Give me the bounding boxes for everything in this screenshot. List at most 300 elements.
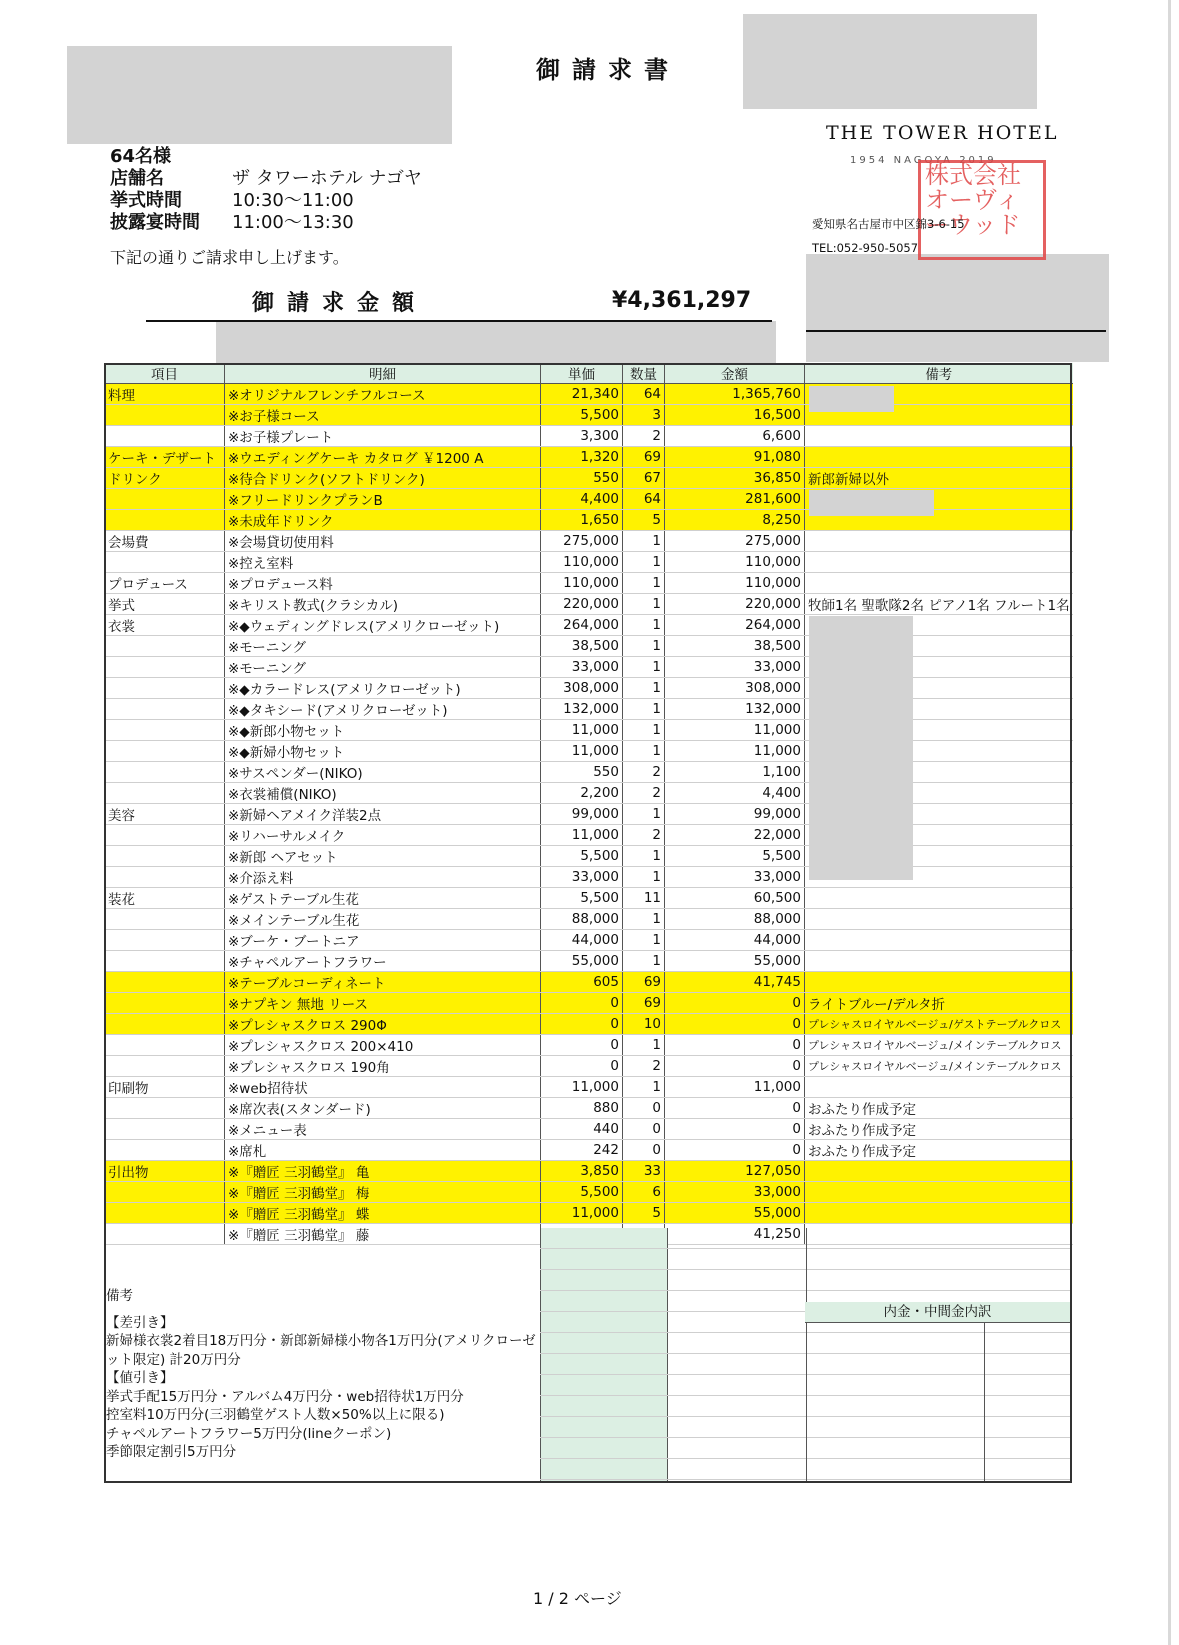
row-category (105, 783, 225, 804)
row-unit-price: 2,200 (541, 783, 623, 804)
row-category (105, 1140, 225, 1161)
info-value: 10:30～11:00 (232, 190, 354, 211)
remarks-line: 【値引き】 (106, 1370, 174, 1386)
table-row (105, 930, 1073, 951)
table-row (105, 615, 1073, 636)
row-category: 装花 (105, 888, 225, 909)
row-amount: 11,000 (665, 1077, 805, 1098)
info-value: 11:00～13:30 (232, 212, 354, 233)
row-detail: ※衣裳補償(NIKO) (225, 783, 541, 804)
row-unit-price: 11,000 (541, 720, 623, 741)
row-remarks (805, 951, 1073, 972)
row-amount: 0 (665, 1014, 805, 1035)
row-amount: 110,000 (665, 552, 805, 573)
grid-line (984, 1322, 985, 1481)
row-unit-price: 11,000 (541, 1077, 623, 1098)
row-category: 挙式 (105, 594, 225, 615)
info-row-reception (110, 212, 422, 234)
row-category (105, 636, 225, 657)
row-unit-price: 55,000 (541, 951, 623, 972)
row-amount: 22,000 (665, 825, 805, 846)
table-row (105, 405, 1073, 426)
table-header-row (105, 363, 1073, 384)
table-row (105, 447, 1073, 468)
table-row (105, 699, 1073, 720)
row-amount: 5,500 (665, 846, 805, 867)
row-category (105, 1182, 225, 1203)
table-row (105, 762, 1073, 783)
row-amount: 8,250 (665, 510, 805, 531)
row-unit-price: 0 (541, 993, 623, 1014)
row-remarks: プレシャスロイヤルベージュ/メインテーブルクロス (805, 1056, 1073, 1077)
row-amount: 60,500 (665, 888, 805, 909)
redacted-amount-right (806, 254, 1109, 362)
row-quantity: 1 (623, 552, 665, 573)
row-unit-price: 605 (541, 972, 623, 993)
row-quantity: 2 (623, 426, 665, 447)
row-category: プロデュース (105, 573, 225, 594)
company-seal (918, 160, 1046, 260)
row-quantity: 1 (623, 741, 665, 762)
row-remarks: プレシャスロイヤルベージュ/ゲストテーブルクロス (805, 1014, 1073, 1035)
table-row (105, 783, 1073, 804)
row-amount: 132,000 (665, 699, 805, 720)
event-info (110, 168, 422, 234)
row-unit-price: 264,000 (541, 615, 623, 636)
row-category (105, 1119, 225, 1140)
header-quantity: 数量 (623, 363, 665, 384)
row-unit-price: 880 (541, 1098, 623, 1119)
row-detail: ※メインテーブル生花 (225, 909, 541, 930)
row-amount: 88,000 (665, 909, 805, 930)
row-amount: 33,000 (665, 867, 805, 888)
row-category: 料理 (105, 384, 225, 405)
row-amount: 11,000 (665, 720, 805, 741)
hotel-tel: TEL:052-950-5057 (812, 241, 919, 255)
row-category (105, 762, 225, 783)
row-amount: 1,100 (665, 762, 805, 783)
row-quantity: 2 (623, 825, 665, 846)
row-quantity: 33 (623, 1161, 665, 1182)
row-remarks: おふたり作成予定 (805, 1140, 1073, 1161)
row-unit-price: 132,000 (541, 699, 623, 720)
amount-underline-right (806, 330, 1106, 332)
row-remarks: 牧師1名 聖歌隊2名 ピアノ1名 フルート1名 (805, 594, 1073, 615)
table-row (105, 594, 1073, 615)
row-detail: ※キリスト教式(クラシカル) (225, 594, 541, 615)
row-detail: ※『贈匠 三羽鶴堂』 藤 (225, 1224, 541, 1245)
redacted-note (809, 616, 913, 880)
table-row (105, 1056, 1073, 1077)
row-quantity: 0 (623, 1119, 665, 1140)
row-detail: ※ゲストテーブル生花 (225, 888, 541, 909)
remarks-line: 季節限定割引5万円分 (106, 1444, 237, 1460)
row-quantity: 11 (623, 888, 665, 909)
row-detail: ※プレシャスクロス 200×410 (225, 1035, 541, 1056)
row-detail: ※プロデュース料 (225, 573, 541, 594)
remarks-grid (540, 1228, 1070, 1481)
row-detail: ※お子様プレート (225, 426, 541, 447)
row-category (105, 741, 225, 762)
row-detail: ※◆ウェディングドレス(アメリクローゼット) (225, 615, 541, 636)
row-unit-price: 11,000 (541, 1203, 623, 1224)
row-quantity: 2 (623, 783, 665, 804)
remarks-line: 控室料10万円分(三羽鶴堂ゲスト人数×50%以上に限る) (106, 1407, 445, 1423)
info-row-store (110, 168, 422, 190)
row-quantity: 1 (623, 846, 665, 867)
row-remarks (805, 888, 1073, 909)
row-unit-price: 110,000 (541, 573, 623, 594)
remarks-line: 【差引き】 (106, 1314, 174, 1331)
row-amount: 55,000 (665, 951, 805, 972)
row-amount: 91,080 (665, 447, 805, 468)
row-detail: ※ブーケ・ブートニア (225, 930, 541, 951)
table-row (105, 1014, 1073, 1035)
row-quantity: 1 (623, 615, 665, 636)
row-quantity: 1 (623, 720, 665, 741)
row-remarks (805, 1203, 1073, 1224)
redacted-note (809, 386, 894, 412)
header-remarks: 備考 (805, 363, 1073, 384)
table-row (105, 741, 1073, 762)
row-category: 印刷物 (105, 1077, 225, 1098)
table-row (105, 1035, 1073, 1056)
table-row (105, 804, 1073, 825)
row-quantity: 6 (623, 1182, 665, 1203)
table-row (105, 825, 1073, 846)
row-quantity: 1 (623, 594, 665, 615)
row-quantity: 1 (623, 1077, 665, 1098)
row-detail: ※チャペルアートフラワー (225, 951, 541, 972)
table-row (105, 657, 1073, 678)
grid-line (806, 1228, 807, 1481)
row-detail: ※お子様コース (225, 405, 541, 426)
row-quantity: 64 (623, 384, 665, 405)
row-amount: 11,000 (665, 741, 805, 762)
row-detail: ※待合ドリンク(ソフトドリンク) (225, 468, 541, 489)
remarks-line: 新婦様衣裳2着目18万円分・新郎新婦様小物各1万円分(アメリクローゼット限定) 計20万円分 (106, 1333, 536, 1368)
row-category: 会場費 (105, 531, 225, 552)
row-quantity: 1 (623, 636, 665, 657)
row-remarks: おふたり作成予定 (805, 1098, 1073, 1119)
row-remarks (805, 552, 1073, 573)
row-detail: ※会場貸切使用料 (225, 531, 541, 552)
deposit-breakdown-title: 内金・中間金内訳 (805, 1302, 1070, 1323)
header-amount: 金額 (665, 363, 805, 384)
row-unit-price: 44,000 (541, 930, 623, 951)
row-amount: 264,000 (665, 615, 805, 636)
row-quantity: 2 (623, 1056, 665, 1077)
row-detail: ※介添え料 (225, 867, 541, 888)
row-unit-price: 0 (541, 1014, 623, 1035)
row-amount: 0 (665, 1056, 805, 1077)
row-remarks (805, 573, 1073, 594)
row-amount: 44,000 (665, 930, 805, 951)
table-row (105, 972, 1073, 993)
row-category (105, 1203, 225, 1224)
row-quantity: 0 (623, 1140, 665, 1161)
row-amount: 55,000 (665, 1203, 805, 1224)
row-quantity: 0 (623, 1098, 665, 1119)
row-quantity: 69 (623, 993, 665, 1014)
row-unit-price: 5,500 (541, 1182, 623, 1203)
table-row (105, 426, 1073, 447)
row-amount: 0 (665, 1140, 805, 1161)
row-remarks: プレシャスロイヤルベージュ/メインテーブルクロス (805, 1035, 1073, 1056)
row-category (105, 972, 225, 993)
row-remarks: おふたり作成予定 (805, 1119, 1073, 1140)
table-row (105, 1140, 1073, 1161)
remarks-line: チャペルアートフラワー5万円分(lineクーポン) (106, 1425, 392, 1442)
row-detail: ※未成年ドリンク (225, 510, 541, 531)
row-amount: 110,000 (665, 573, 805, 594)
amount-value: ¥4,361,297 (612, 288, 752, 313)
row-amount: 1,365,760 (665, 384, 805, 405)
row-detail: ※リハーサルメイク (225, 825, 541, 846)
row-remarks (805, 972, 1073, 993)
row-unit-price: 308,000 (541, 678, 623, 699)
row-category (105, 426, 225, 447)
row-amount: 281,600 (665, 489, 805, 510)
table-row (105, 867, 1073, 888)
table-row (105, 888, 1073, 909)
row-unit-price: 11,000 (541, 741, 623, 762)
info-row-ceremony (110, 190, 422, 212)
row-unit-price: 1,320 (541, 447, 623, 468)
row-unit-price: 242 (541, 1140, 623, 1161)
greeting-text: 下記の通りご請求申し上げます。 (110, 248, 349, 267)
row-detail: ※『贈匠 三羽鶴堂』 亀 (225, 1161, 541, 1182)
row-remarks (805, 930, 1073, 951)
row-category (105, 993, 225, 1014)
row-category (105, 1035, 225, 1056)
row-quantity: 5 (623, 510, 665, 531)
row-unit-price: 11,000 (541, 825, 623, 846)
row-unit-price: 33,000 (541, 657, 623, 678)
row-detail: ※◆新婦小物セット (225, 741, 541, 762)
row-category: 衣裳 (105, 615, 225, 636)
row-category (105, 951, 225, 972)
row-unit-price: 1,650 (541, 510, 623, 531)
info-label: 披露宴時間 (110, 212, 200, 233)
row-unit-price: 21,340 (541, 384, 623, 405)
row-category (105, 909, 225, 930)
row-remarks: ライトブルー/デルタ折 (805, 993, 1073, 1014)
row-quantity: 69 (623, 447, 665, 468)
row-unit-price: 220,000 (541, 594, 623, 615)
table-row (105, 573, 1073, 594)
row-category (105, 678, 225, 699)
row-detail: ※web招待状 (225, 1077, 541, 1098)
row-quantity: 1 (623, 573, 665, 594)
row-detail: ※◆カラードレス(アメリクローゼット) (225, 678, 541, 699)
row-category: 美容 (105, 804, 225, 825)
header-category: 項目 (105, 363, 225, 384)
row-quantity: 64 (623, 489, 665, 510)
row-unit-price: 88,000 (541, 909, 623, 930)
row-quantity: 1 (623, 1035, 665, 1056)
table-row (105, 720, 1073, 741)
row-unit-price: 38,500 (541, 636, 623, 657)
row-quantity: 1 (623, 951, 665, 972)
redacted-note (809, 490, 934, 516)
row-unit-price: 440 (541, 1119, 623, 1140)
row-detail: ※モーニング (225, 657, 541, 678)
row-amount: 4,400 (665, 783, 805, 804)
redacted-header-right (743, 14, 1037, 109)
row-category (105, 1014, 225, 1035)
amount-underline (146, 320, 772, 322)
row-unit-price: 5,500 (541, 846, 623, 867)
row-amount: 0 (665, 1035, 805, 1056)
table-row (105, 951, 1073, 972)
row-detail: ※ナプキン 無地 リース (225, 993, 541, 1014)
row-category (105, 657, 225, 678)
row-category (105, 930, 225, 951)
row-quantity: 1 (623, 804, 665, 825)
row-category (105, 510, 225, 531)
row-detail: ※サスペンダー(NIKO) (225, 762, 541, 783)
table-row (105, 384, 1073, 405)
row-unit-price: 33,000 (541, 867, 623, 888)
row-detail: ※プレシャスクロス 190角 (225, 1056, 541, 1077)
row-remarks (805, 1077, 1073, 1098)
row-remarks (805, 1161, 1073, 1182)
table-row (105, 1161, 1073, 1182)
amount-label: 御請求金額 (252, 291, 428, 316)
row-category: 引出物 (105, 1161, 225, 1182)
row-amount: 33,000 (665, 657, 805, 678)
row-category (105, 699, 225, 720)
row-detail: ※ウエディングケーキ カタログ ￥1200 A (225, 447, 541, 468)
page-number: 1 / 2 ページ (533, 1589, 622, 1608)
row-remarks (805, 1182, 1073, 1203)
row-remarks (805, 447, 1073, 468)
row-quantity: 2 (623, 762, 665, 783)
row-amount: 41,250 (665, 1224, 805, 1245)
row-quantity: 10 (623, 1014, 665, 1035)
guest-count: 64名様 (110, 146, 172, 167)
row-detail: ※メニュー表 (225, 1119, 541, 1140)
row-detail: ※フリードリンクプランB (225, 489, 541, 510)
row-remarks (805, 426, 1073, 447)
row-quantity: 3 (623, 405, 665, 426)
row-amount: 308,000 (665, 678, 805, 699)
row-remarks (805, 909, 1073, 930)
row-amount: 33,000 (665, 1182, 805, 1203)
row-category (105, 405, 225, 426)
row-amount: 41,745 (665, 972, 805, 993)
row-detail: ※控え室料 (225, 552, 541, 573)
table-row (105, 1182, 1073, 1203)
table-row (105, 678, 1073, 699)
row-amount: 99,000 (665, 804, 805, 825)
hotel-logo: THE TOWER HOTEL (826, 122, 1059, 144)
row-unit-price: 550 (541, 762, 623, 783)
row-quantity: 1 (623, 930, 665, 951)
table-row (105, 468, 1073, 489)
row-remarks (805, 531, 1073, 552)
redacted-recipient (67, 46, 452, 144)
row-unit-price: 0 (541, 1056, 623, 1077)
row-amount: 38,500 (665, 636, 805, 657)
row-amount: 0 (665, 993, 805, 1014)
table-row (105, 993, 1073, 1014)
row-unit-price: 275,000 (541, 531, 623, 552)
row-quantity: 67 (623, 468, 665, 489)
redacted-subtotal (216, 321, 776, 363)
row-unit-price: 550 (541, 468, 623, 489)
row-category (105, 867, 225, 888)
row-detail: ※新郎 ヘアセット (225, 846, 541, 867)
row-quantity: 5 (623, 1203, 665, 1224)
row-detail: ※『贈匠 三羽鶴堂』 梅 (225, 1182, 541, 1203)
header-unit-price: 単価 (541, 363, 623, 384)
info-label: 挙式時間 (110, 190, 182, 211)
table-row (105, 1098, 1073, 1119)
row-amount: 127,050 (665, 1161, 805, 1182)
row-detail: ※『贈匠 三羽鶴堂』 蝶 (225, 1203, 541, 1224)
row-category (105, 489, 225, 510)
row-amount: 220,000 (665, 594, 805, 615)
table-row (105, 531, 1073, 552)
row-unit-price: 5,500 (541, 888, 623, 909)
row-detail: ※テーブルコーディネート (225, 972, 541, 993)
row-category (105, 552, 225, 573)
table-row (105, 552, 1073, 573)
row-quantity: 1 (623, 531, 665, 552)
row-amount: 6,600 (665, 426, 805, 447)
row-quantity: 1 (623, 657, 665, 678)
table-row (105, 1077, 1073, 1098)
table-row (105, 1119, 1073, 1140)
row-category (105, 1098, 225, 1119)
row-quantity: 1 (623, 678, 665, 699)
row-detail: ※プレシャスクロス 290Φ (225, 1014, 541, 1035)
document-title: 御請求書 (536, 56, 680, 84)
row-category (105, 1056, 225, 1077)
row-category (105, 825, 225, 846)
hotel-address: 愛知県名古屋市中区錦3-6-15 (812, 217, 965, 231)
table-row (105, 1203, 1073, 1224)
row-quantity: 69 (623, 972, 665, 993)
row-amount: 0 (665, 1119, 805, 1140)
info-value: ザ タワーホテル ナゴヤ (232, 168, 422, 189)
row-detail: ※オリジナルフレンチフルコース (225, 384, 541, 405)
row-category: ドリンク (105, 468, 225, 489)
table-row (105, 909, 1073, 930)
remarks-line: 挙式手配15万円分・アルバム4万円分・web招待状1万円分 (106, 1388, 464, 1405)
table-row (105, 846, 1073, 867)
hotel-logo-years: 1954 NAGOYA 2019 (850, 155, 997, 166)
row-quantity: 1 (623, 909, 665, 930)
row-detail: ※席次表(スタンダード) (225, 1098, 541, 1119)
row-amount: 0 (665, 1098, 805, 1119)
row-amount: 275,000 (665, 531, 805, 552)
remarks-title: 備考 (106, 1288, 133, 1304)
row-unit-price: 110,000 (541, 552, 623, 573)
row-remarks: 新郎新婦以外 (805, 468, 1073, 489)
row-unit-price: 0 (541, 1035, 623, 1056)
row-amount: 36,850 (665, 468, 805, 489)
row-unit-price: 3,300 (541, 426, 623, 447)
row-quantity: 1 (623, 867, 665, 888)
row-detail: ※◆新郎小物セット (225, 720, 541, 741)
info-label: 店舗名 (110, 168, 164, 189)
row-detail: ※◆タキシード(アメリクローゼット) (225, 699, 541, 720)
row-detail: ※新婦ヘアメイク洋装2点 (225, 804, 541, 825)
row-category (105, 720, 225, 741)
